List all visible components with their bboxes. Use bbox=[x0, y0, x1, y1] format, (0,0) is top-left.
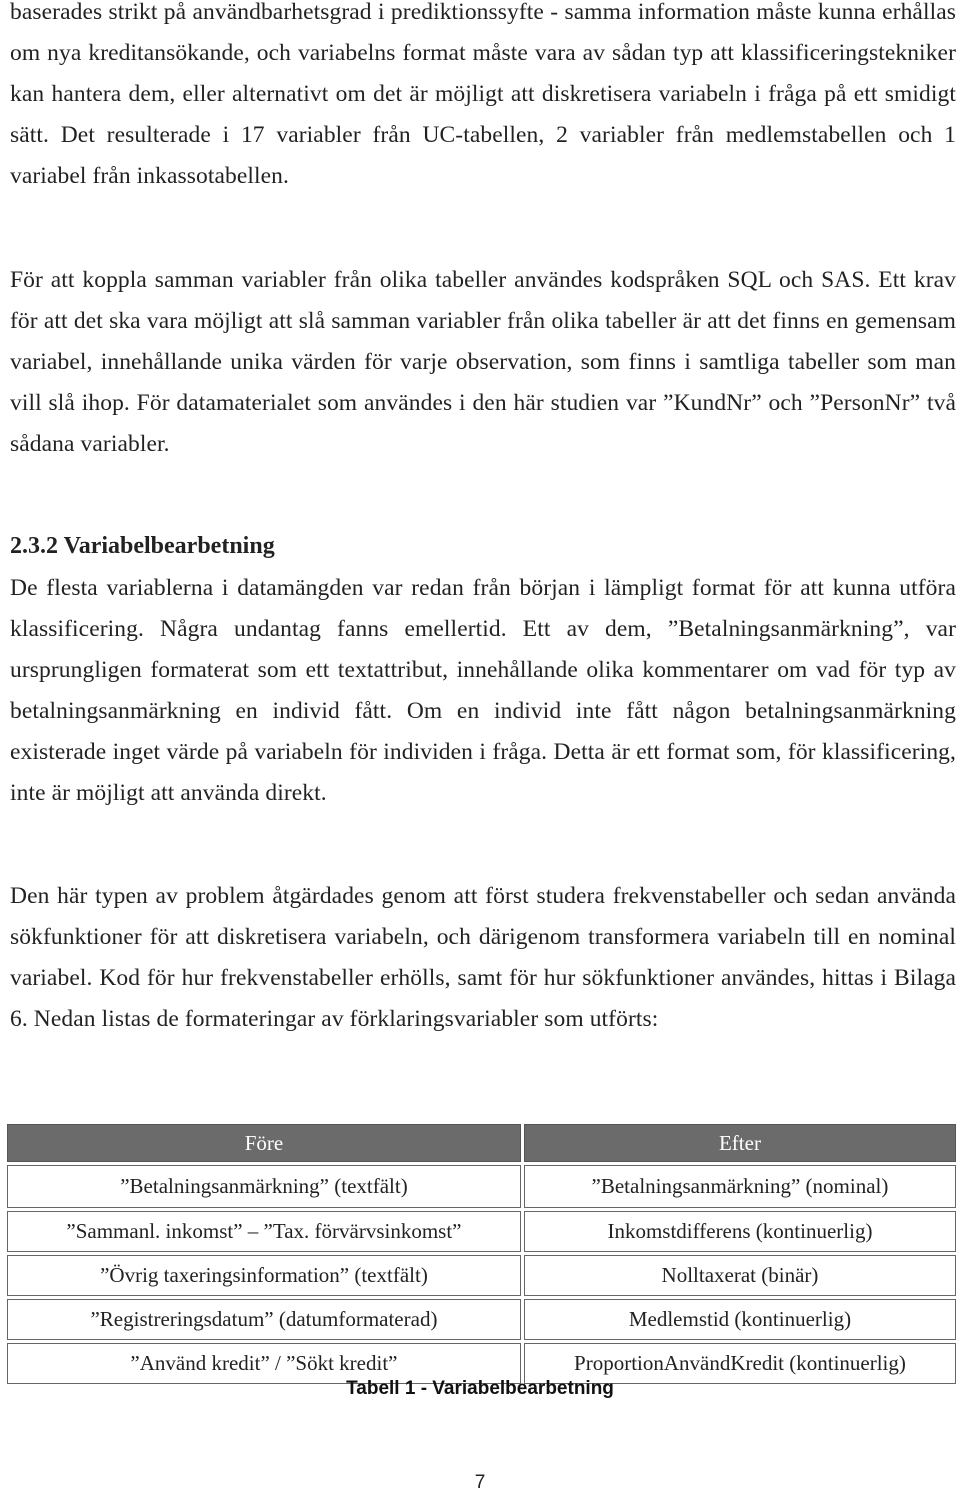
table-cell-after: Inkomstdifferens (kontinuerlig) bbox=[524, 1211, 956, 1252]
table-caption: Tabell 1 - Variabelbearbetning bbox=[346, 1378, 614, 1399]
table-cell-after: ”Betalningsanmärkning” (nominal) bbox=[524, 1165, 956, 1208]
page-number: 7 bbox=[474, 1472, 486, 1493]
table-header-before: Före bbox=[7, 1124, 521, 1162]
table-cell-before: ”Använd kredit” / ”Sökt kredit” bbox=[7, 1343, 521, 1384]
table-cell-before: ”Registreringsdatum” (datumformaterad) bbox=[7, 1299, 521, 1340]
table-cell-before: ”Sammanl. inkomst” – ”Tax. förvärvsinkomst” bbox=[7, 1211, 521, 1252]
paragraph-problem-handling: Den här typen av problem åtgärdades genom att först studera frekvenstabeller och sedan använda sökfunktioner för att diskretisera variabeln, och därigenom transformera variabeln till en nominal variabel. Kod för hur frekvenstabeller erhölls, samt för hur sökfunktioner användes, hittas i Bilaga 6. Nedan listas de formateringar av förklaringsvariabler som utförts: bbox=[10, 883, 956, 1032]
table-cell-after: ProportionAnvändKredit (kontinuerlig) bbox=[524, 1343, 956, 1384]
table-row bbox=[7, 1299, 956, 1340]
variable-processing-table bbox=[4, 1121, 959, 1387]
table-cell-before: ”Betalningsanmärkning” (textfält) bbox=[7, 1165, 521, 1208]
table-row bbox=[7, 1165, 956, 1208]
paragraph-variable-selection: baserades strikt på användbarhetsgrad i prediktionssyfte - samma information måste kunna erhållas om nya kreditansökande, och variabelns format måste vara av sådan typ att klassificeringstekniker kan hantera dem, eller alternativt om det är möjligt att diskretisera variabeln i fråga på ett smidigt sätt. Det resulterade i 17 variabler från UC-tabellen, 2 variabler från medlemstabellen och 1 variabel från inkassotabellen. bbox=[10, 0, 956, 189]
table-header-after: Efter bbox=[524, 1124, 956, 1162]
table-cell-before: ”Övrig taxeringsinformation” (textfält) bbox=[7, 1255, 521, 1296]
section-heading: 2.3.2 Variabelbearbetning bbox=[10, 533, 275, 559]
table-cell-after: Nolltaxerat (binär) bbox=[524, 1255, 956, 1296]
table-row bbox=[7, 1255, 956, 1296]
table-cell-after: Medlemstid (kontinuerlig) bbox=[524, 1299, 956, 1340]
table-header-row bbox=[7, 1124, 956, 1162]
paragraph-table-joining: För att koppla samman variabler från olika tabeller användes kodspråken SQL och SAS. Ett krav för att det ska vara möjligt att slå samman variabler från olika tabeller är att det finns en gemensam variabel, innehållande unika värden för varje observation, som finns i samtliga tabeller som man vill slå ihop. För datamaterialet som användes i den här studien var ”KundNr” och ”PersonNr” två sådana variabler. bbox=[10, 267, 956, 457]
paragraph-variable-formats: De flesta variablerna i datamängden var redan från början i lämpligt format för att kunna utföra klassificering. Några undantag fanns emellertid. Ett av dem, ”Betalningsanmärkning”, var ursprungligen formaterat som ett textattribut, innehållande olika kommentarer om vad för typ av betalningsanmärkning en individ fått. Om en individ inte fått någon betalningsanmärkning existerade inget värde på variabeln för individen i fråga. Detta är ett format som, för klassificering, inte är möjligt att använda direkt. bbox=[10, 575, 956, 806]
table-row bbox=[7, 1211, 956, 1252]
